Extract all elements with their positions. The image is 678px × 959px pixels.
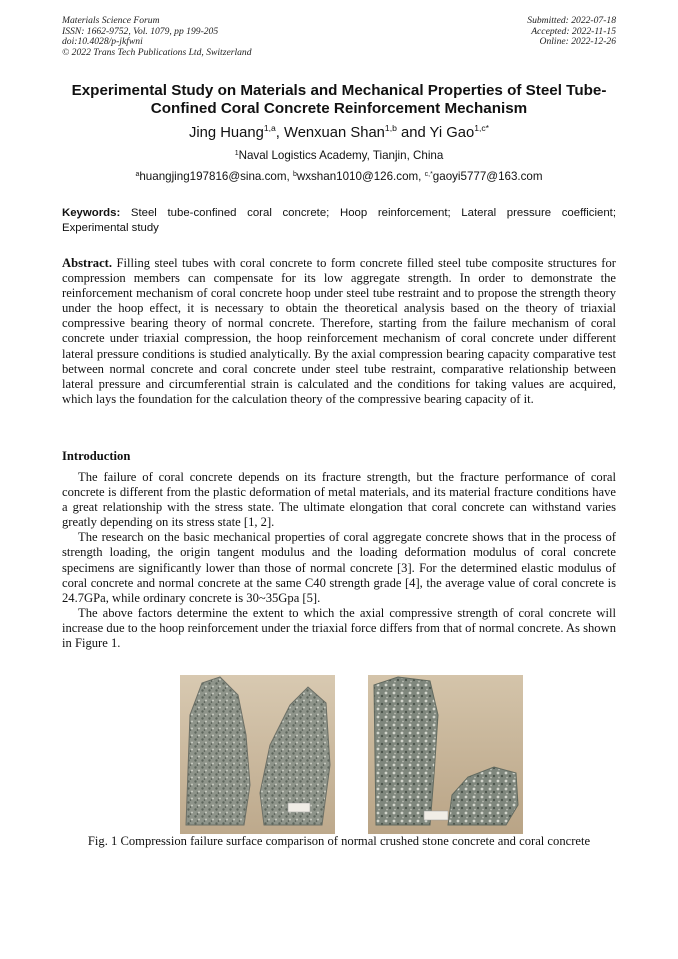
author-name: Yi Gao [429,125,475,141]
keywords [62,206,616,235]
author-affil-mark: 1,a [263,123,276,133]
author-name: Wenxuan Shan [284,125,385,141]
email-link[interactable]: huangjing197816@sina.com, [139,170,293,183]
paper-title: Experimental Study on Materials and Mechanical Properties of Steel Tube-Confined Coral Concrete Reinforcement Mechanism [71,82,607,118]
introduction-body [62,470,616,651]
figure-photo-normal-concrete [180,675,335,834]
author-conjunction: and [396,125,430,141]
journal-info [62,16,252,58]
paragraph: The failure of coral concrete depends on its fracture strength, but the fracture performance of coral concrete is different from the plastic deformation of metal materials, and its material fracture conditions have a great relationship with the stress state. The ultimate elongation that coral concrete can withstand varies greatly depending on its stress state [1, 2]. [62,470,616,530]
section-heading-introduction: Introduction [62,449,131,463]
online-date: Online: 2022-12-26 [539,36,616,48]
abstract [62,256,616,407]
publication-dates [527,16,616,48]
paragraph: The research on the basic mechanical properties of coral aggregate concrete shows that in the process of strength loading, the origin tangent modulus and the loading deformation modulus of coral concrete specimens are significantly lower than those of normal concrete [3]. For the determined elastic modulus of coral concrete and normal concrete at the same C40 strength grade [4], the average value of coral concrete is 24.7GPa, while ordinary concrete is 30~35Gpa [5]. [62,530,616,605]
author-separator: , [275,125,284,141]
journal-copyright: © 2022 Trans Tech Publications Ltd, Switzerland [62,46,252,58]
accepted-date: Accepted: 2022-11-15 [531,25,616,37]
journal-doi: doi:10.4028/p-jkfwni [62,36,143,48]
author-name: Jing Huang [188,125,264,141]
photo-coral-concrete-fragments [368,675,523,834]
keywords-label: Keywords: [62,207,121,219]
email-mark: b [292,171,297,178]
email-link[interactable]: wxshan1010@126.com, [296,170,425,183]
author-affil-mark: 1,b [384,123,397,133]
submitted-date: Submitted: 2022-07-18 [527,15,616,26]
photo-normal-concrete-fragments [180,675,335,834]
email-mark: a [135,171,140,178]
author-emails [62,170,616,184]
affiliation-mark: 1 [234,150,239,157]
email-mark: c,* [424,171,433,178]
author-affil-mark: 1,c* [474,123,490,133]
keywords-text: Steel tube-confined coral concrete; Hoop reinforcement; Lateral pressure coefficient; Experimental study [62,207,616,234]
author-list [62,124,616,142]
affiliation-text: Naval Logistics Academy, Tianjin, China [238,149,444,162]
abstract-label: Abstract. [62,256,113,270]
journal-name: Materials Science Forum [62,15,160,26]
affiliation [62,149,616,163]
email-link[interactable]: gaoyi5777@163.com [432,170,543,183]
journal-issn: ISSN: 1662-9752, Vol. 1079, pp 199-205 [62,25,219,37]
abstract-text: Filling steel tubes with coral concrete to form concrete filled steel tube composite structures for compression members can compensate for its low aggregate strength. In order to demonstrate the reinforcement mechanism of coral concrete hoop under steel tube restraint and to propose the strength theory under the hoop effect, it is necessary to obtain the theoretical analysis based on the theory of triaxial compressive bearing theory of normal concrete. Therefore, starting from the failure mechanism of coral concrete under triaxial compression, the hoop reinforcement mechanism of coral concrete under different lateral pressure conditions is studied analytically. By the axial compression bearing capacity comparative test between normal concrete and coral concrete under steel tube restraint, comparative relationship between lateral pressure and circumferential strain is calculated and the conditions for taking values are acquired, which lays the foundation for the calculation theory of the compressive bearing capacity of it. [62,256,616,406]
paragraph: The above factors determine the extent to which the axial compressive strength of coral concrete will increase due to the hoop reinforcement under the triaxial force differs from that of normal concrete. As shown in Figure 1. [62,605,616,651]
figure-photo-coral-concrete [368,675,523,834]
figure-caption: Fig. 1 Compression failure surface comparison of normal crushed stone concrete and coral concrete [87,834,591,848]
